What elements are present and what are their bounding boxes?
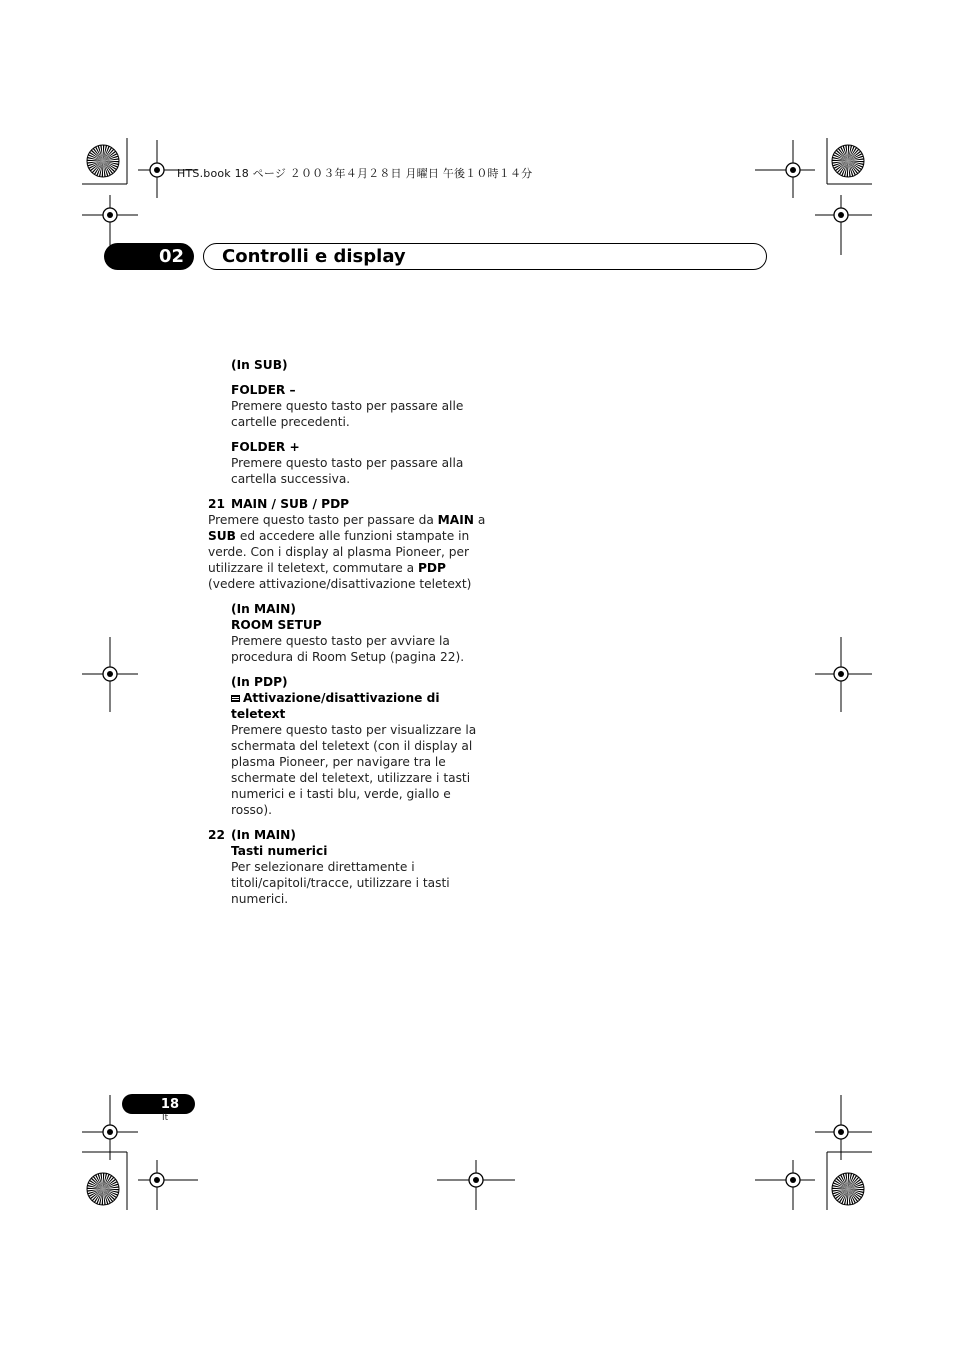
- folder-plus-label: FOLDER +: [231, 440, 300, 454]
- in-main-heading: (In MAIN): [231, 602, 296, 616]
- print-header-line: HTS.book 18 ページ ２００３年４月２８日 月曜日 午後１０時１４分: [177, 167, 533, 180]
- in-sub-heading: (In SUB): [231, 358, 288, 372]
- item-21-text-part: (vedere attivazione/disattivazione teletext): [208, 577, 472, 591]
- folder-plus-text: Premere questo tasto per passare alla cartella successiva.: [231, 456, 464, 486]
- item-21-text-part: ed accedere alle funzioni stampate in verde. Con i display al plasma Pioneer, per utilizzare il teletext, commutare a: [208, 529, 470, 575]
- teletext-label: Attivazione/disattivazione di teletext: [231, 691, 440, 721]
- numeric-keys-text: Per selezionare direttamente i titoli/capitoli/tracce, utilizzare i tasti numerici.: [231, 860, 450, 906]
- item-21-heading: [208, 496, 488, 512]
- item-21-text-part: a: [473, 513, 486, 527]
- room-setup-label: ROOM SETUP: [231, 618, 322, 632]
- item-22-heading: [208, 827, 488, 843]
- main-keyword: MAIN: [437, 513, 474, 527]
- in-pdp-heading: (In PDP): [231, 675, 288, 689]
- sub-keyword: SUB: [208, 529, 236, 543]
- teletext-heading: [231, 690, 488, 722]
- in-main-heading-2: (In MAIN): [231, 828, 296, 842]
- item-21-text: [208, 512, 488, 592]
- starburst-target-icon: [87, 145, 119, 177]
- item-21-text-part: Premere questo tasto per passare da: [208, 513, 438, 527]
- language-code: It: [162, 1113, 169, 1123]
- item-21-title: MAIN / SUB / PDP: [231, 497, 350, 511]
- page-number-badge: 18: [122, 1094, 195, 1114]
- starburst-target-icon: [832, 145, 864, 177]
- starburst-target-icon: [832, 1173, 864, 1205]
- content-column: [208, 357, 488, 907]
- folder-minus-text: Premere questo tasto per passare alle cartelle precedenti.: [231, 399, 464, 429]
- item-22-number: 22: [208, 828, 225, 842]
- chapter-number-badge: 02: [104, 243, 194, 270]
- pdp-keyword: PDP: [417, 561, 446, 575]
- folder-minus-label: FOLDER –: [231, 383, 296, 397]
- item-21-number: 21: [208, 497, 225, 511]
- starburst-target-icon: [87, 1173, 119, 1205]
- room-setup-text: Premere questo tasto per avviare la procedura di Room Setup (pagina 22).: [231, 634, 465, 664]
- teletext-icon: [231, 695, 240, 702]
- chapter-title: Controlli e display: [203, 243, 767, 270]
- teletext-text: Premere questo tasto per visualizzare la schermata del teletext (con il display al plasma Pioneer, per navigare tra le schermate del teletext, utilizzare i tasti numerici e i tasti blu, verde, giallo e rosso).: [231, 723, 477, 817]
- numeric-keys-label: Tasti numerici: [231, 844, 328, 858]
